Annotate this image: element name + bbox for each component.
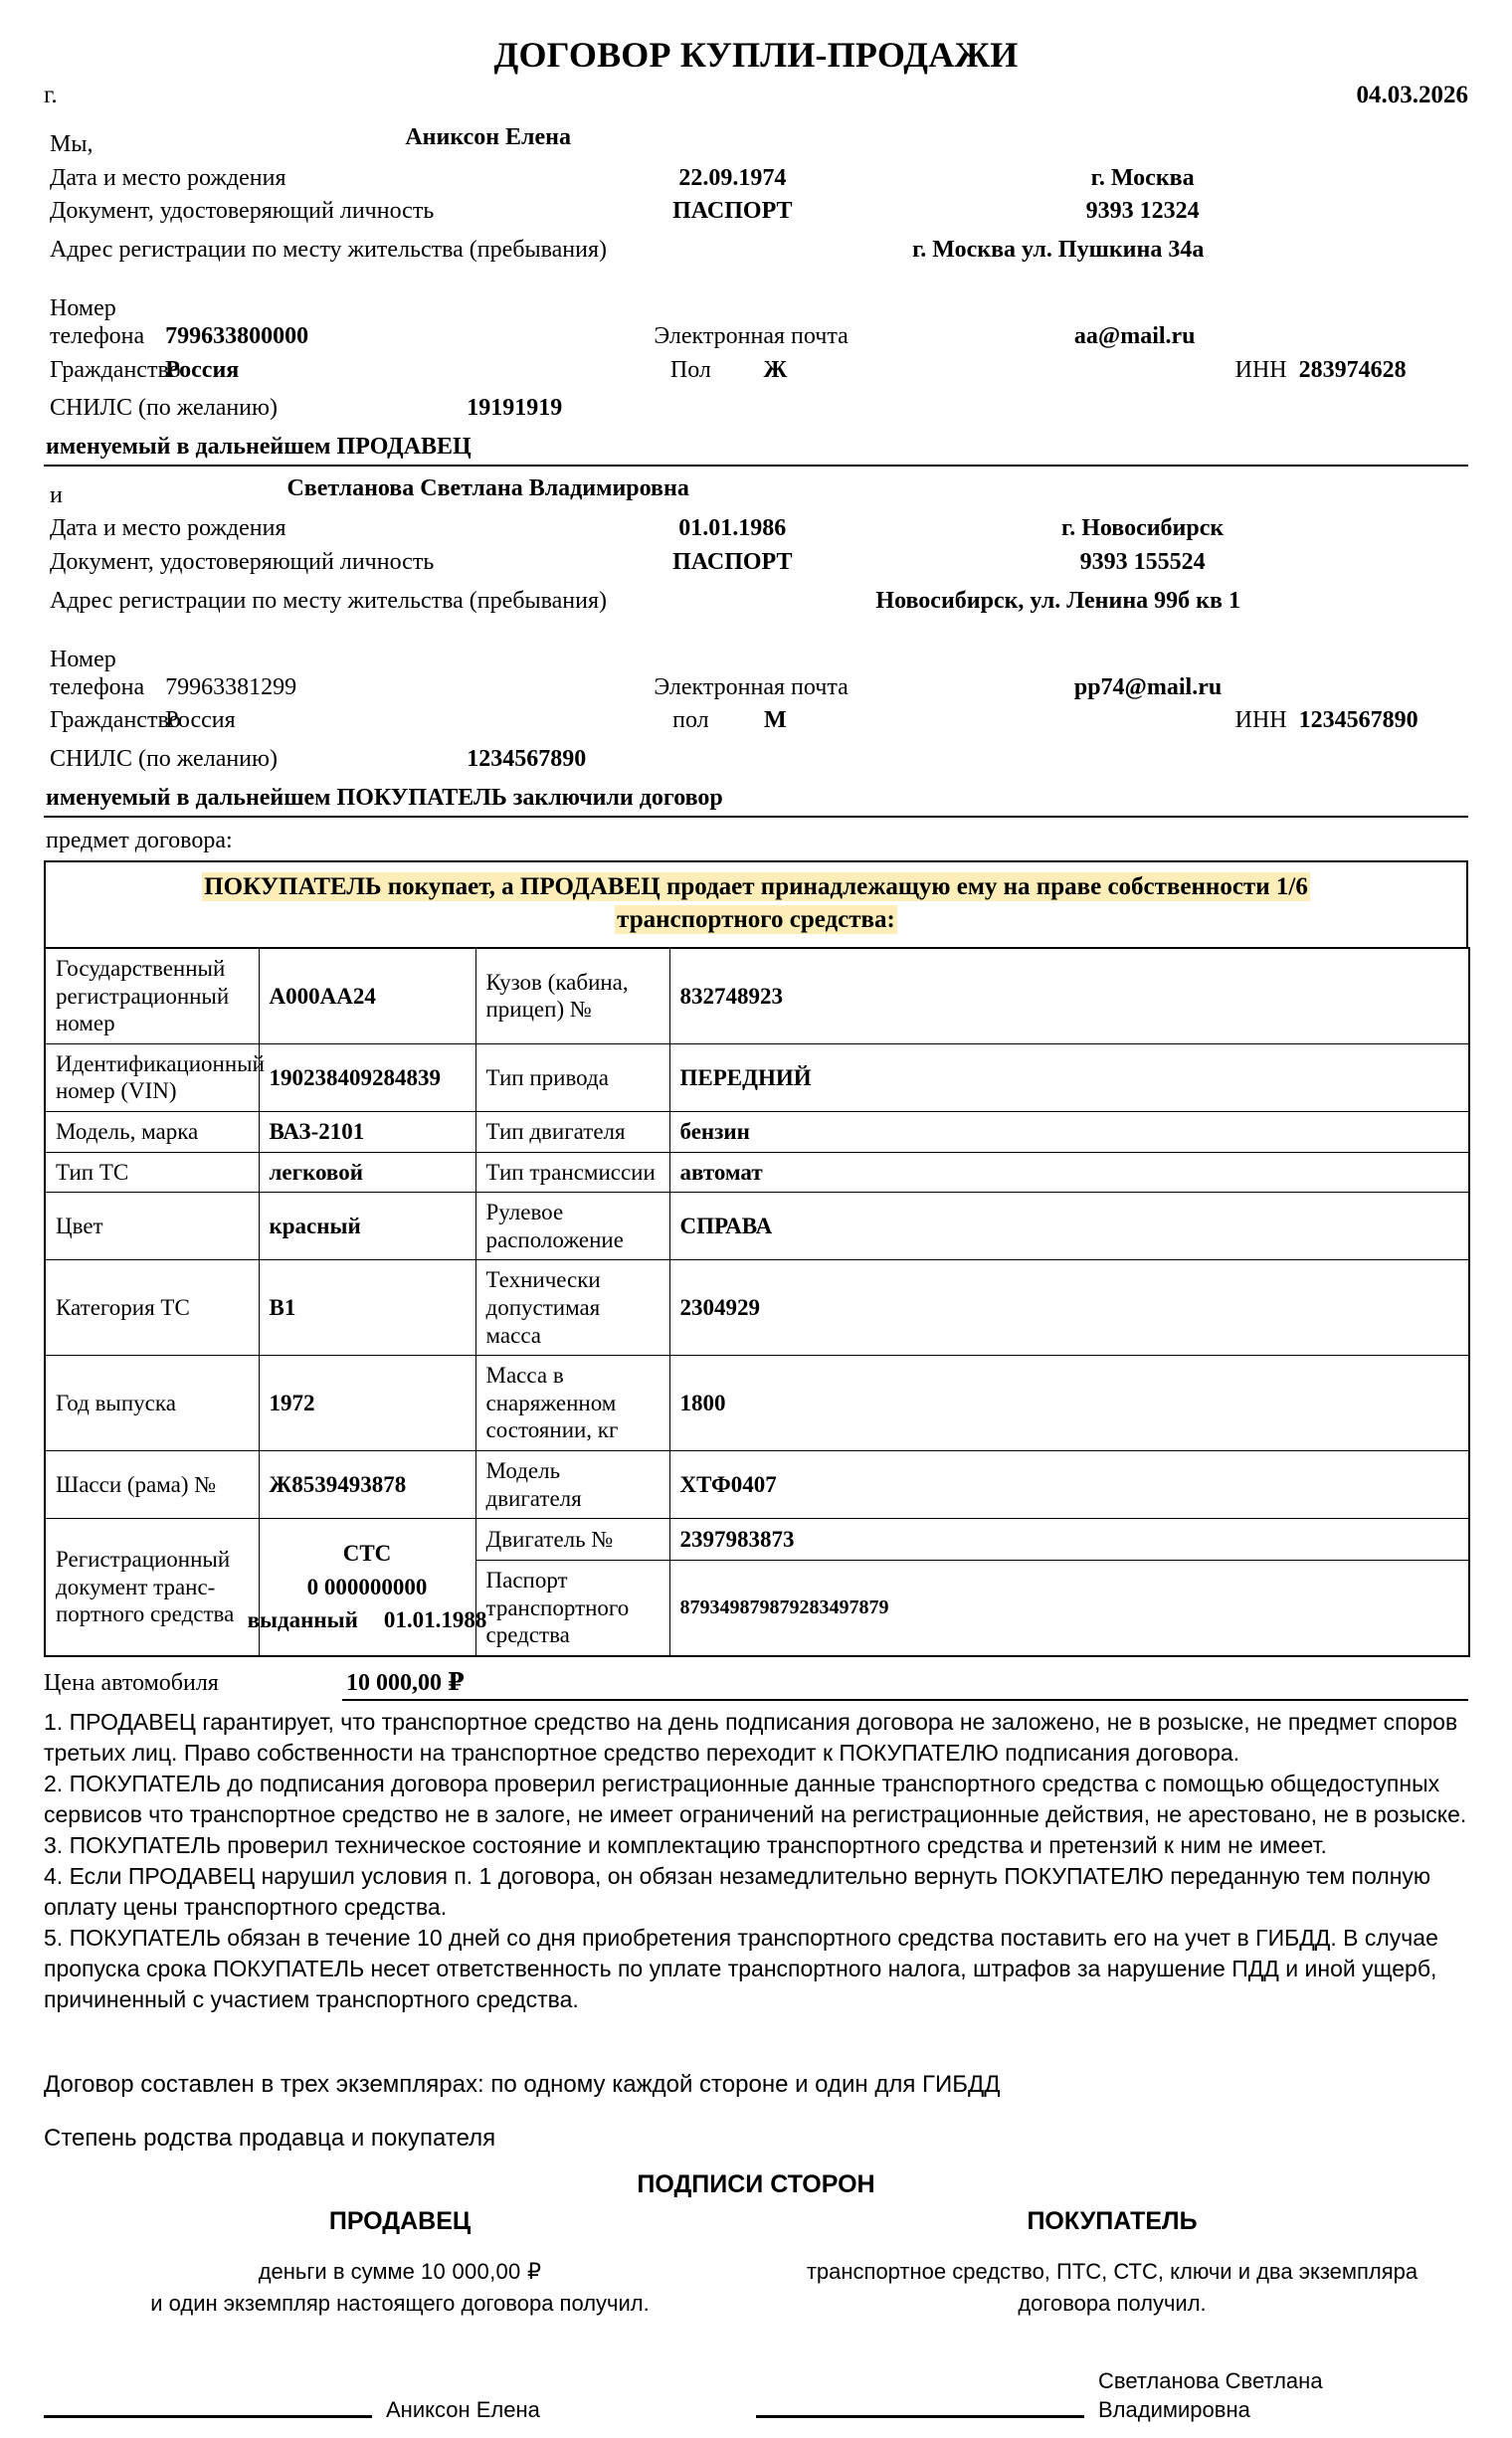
reg-doc-value (247, 1519, 487, 1656)
buyer-phone-value: 79963381299 (165, 673, 297, 700)
buyer-snils-row (44, 738, 1468, 777)
buyer-name-filler (817, 472, 1468, 513)
buyer-id-number: 9393 155524 (1079, 548, 1206, 575)
price-label: Цена автомобиля (44, 1669, 219, 1696)
seller-sign-cell (44, 2361, 756, 2422)
seller-inn-value: 283974628 (1298, 356, 1407, 383)
seller-citizenship-label: Гражданство (50, 356, 181, 383)
subject-line-1: ПОКУПАТЕЛЬ покупает, а ПРОДАВЕЦ продает принадлежащую ему на праве собственности 1/6 (204, 872, 1308, 900)
curb-mass-label: Масса в снаряженном состоянии, кг (475, 1356, 669, 1451)
buyer-id-label: Документ, удостоверяющий личность (50, 548, 435, 575)
buyer-email-value: pp74@mail.ru (1073, 673, 1223, 700)
seller-citizenship-value: Россия (165, 356, 240, 383)
buyer-snils-label: СНИЛС (по желанию) (50, 745, 278, 772)
buyer-birth-label: Дата и место рождения (50, 515, 286, 542)
steering-value: СПРАВА (669, 1193, 1469, 1260)
seller-signature-name: Аниксон Елена (386, 2396, 540, 2422)
buyer-name: Светланова Светлана Владимировна (286, 474, 689, 501)
seller-citizenship-row (44, 354, 1468, 388)
seller-email-label: Электронная почта (654, 322, 849, 349)
buyer-signature-block (756, 2207, 1468, 2320)
buyer-role-title: ПОКУПАТЕЛЬ (1027, 2207, 1198, 2236)
buyer-gender-value: М (763, 707, 787, 734)
city-label: г. (44, 82, 58, 108)
vehicle-table (44, 947, 1470, 1657)
model-value: ВАЗ-2101 (259, 1111, 475, 1152)
seller-snils-row (44, 387, 1468, 426)
seller-signature-block (44, 2207, 756, 2320)
buyer-snils-value: 1234567890 (467, 745, 587, 772)
table-row (45, 1111, 1469, 1152)
city-date-row (44, 82, 1468, 109)
table-row (45, 1519, 1469, 1561)
clause-1: 1. ПРОДАВЕЦ гарантирует, что транспортное средство на день подписания договора не заложено, не в розыске, не предмет споров третьих лиц. Право собственности на транспортное средство переходит к ПОКУПАТЕЛЮ подписания договора. (44, 1708, 1458, 1766)
year-label: Год выпуска (45, 1356, 259, 1451)
pts-value: 879349879879283497879 (669, 1561, 1469, 1656)
engine-no-value: 2397983873 (669, 1519, 1469, 1561)
buyer-address-row (44, 580, 1468, 619)
buyer-citizenship-row (44, 704, 1468, 738)
buyer-birth-place: г. Новосибирск (1061, 515, 1225, 542)
we-label: Мы, (50, 131, 94, 157)
reg-doc-issued-date: 01.01.1988 (383, 1607, 487, 1633)
vehicle-type-value: легковой (259, 1152, 475, 1193)
reg-doc-issued-label: выданный (247, 1607, 358, 1633)
category-label: Категория ТС (45, 1260, 259, 1356)
color-value: красный (259, 1193, 475, 1260)
subject-label: предмет договора: (46, 827, 233, 853)
seller-signature-line[interactable] (44, 2415, 372, 2418)
transmission-label: Тип трансмиссии (475, 1152, 669, 1193)
seller-birth-label: Дата и место рождения (50, 164, 286, 191)
subject-text (56, 870, 1456, 938)
seller-address-value: г. Москва ул. Пушкина 34а (912, 236, 1205, 263)
buyer-inn-value: 1234567890 (1298, 707, 1418, 734)
signature-columns (44, 2207, 1468, 2320)
steering-label: Рулевое расположение (475, 1193, 669, 1260)
seller-snils-value: 19191919 (467, 395, 563, 422)
vehicle-type-label: Тип ТС (45, 1152, 259, 1193)
buyer-citizenship-label: Гражданство (50, 707, 181, 734)
reg-doc-issued (247, 1603, 487, 1636)
subject-box (44, 860, 1468, 948)
year-value: 1972 (259, 1356, 475, 1451)
engine-type-value: бензин (669, 1111, 1469, 1152)
signatures-heading: ПОДПИСИ СТОРОН (637, 2170, 875, 2199)
buyer-address-label: Адрес регистрации по месту жительства (пребывания) (50, 587, 608, 614)
buyer-id-row (44, 546, 1468, 580)
color-label: Цвет (45, 1193, 259, 1260)
page-title: ДОГОВОР КУПЛИ-ПРОДАЖИ (493, 35, 1019, 75)
signature-lines (44, 2361, 1468, 2422)
subject-line-2: транспортного средства: (617, 906, 895, 934)
buyer-signature-line[interactable] (756, 2415, 1084, 2418)
clause-3: 3. ПОКУПАТЕЛЬ проверил техническое состояние и комплектацию транспортного средства и претензий к ним не имеет. (44, 1832, 1327, 1859)
engine-no-label: Двигатель № (475, 1519, 669, 1561)
body-no-value: 832748923 (669, 948, 1469, 1043)
pts-label: Паспорт транспортного средства (475, 1561, 669, 1656)
vin-label: Идентификационный номер (VIN) (45, 1043, 259, 1111)
seller-inn-label: ИНН (1234, 356, 1287, 383)
seller-name-filler (817, 121, 1468, 162)
table-row (45, 1450, 1469, 1518)
seller-role-title: ПРОДАВЕЦ (328, 2207, 472, 2236)
buyer-birth-row (44, 512, 1468, 546)
drive-type-value: ПЕРЕДНИЙ (669, 1043, 1469, 1111)
copies-note: Договор составлен в трех экземплярах: по одному каждой стороне и один для ГИБДД (44, 2071, 1001, 2099)
seller-id-row (44, 195, 1468, 229)
seller-name: Аниксон Елена (405, 124, 571, 150)
price-row (44, 1667, 1468, 1701)
max-mass-label: Технически допустимая масса (475, 1260, 669, 1356)
seller-table (44, 121, 1468, 426)
table-row (45, 1260, 1469, 1356)
seller-id-number: 9393 12324 (1085, 198, 1200, 225)
table-row (45, 1193, 1469, 1260)
model-label: Модель, марка (45, 1111, 259, 1152)
reg-doc-number: 0 000000000 (306, 1574, 428, 1599)
body-no-label: Кузов (кабина, прицеп) № (475, 948, 669, 1043)
buyer-phone-label: Номер телефона (50, 647, 145, 700)
seller-gender-label: Пол (669, 356, 711, 383)
contract-date: 04.03.2026 (1356, 82, 1468, 108)
chassis-value: Ж8539493878 (259, 1450, 475, 1518)
buyer-gender-label: пол (672, 707, 709, 734)
seller-birth-row (44, 162, 1468, 196)
category-value: В1 (259, 1260, 475, 1356)
seller-receipt-text (44, 2256, 756, 2320)
clause-2: 2. ПОКУПАТЕЛЬ до подписания договора проверил регистрационные данные транспортного средства с помощью общедоступных сервисов что транспортное средство не в залоге, не имеет ограничений на регистрационные действия, не арестовано, не в розыске. (44, 1770, 1467, 1828)
buyer-receipt-text (756, 2256, 1468, 2320)
max-mass-value: 2304929 (669, 1260, 1469, 1356)
buyer-receipt-line2: договора получил. (1018, 2291, 1207, 2317)
seller-phone-row (44, 292, 1468, 353)
table-row (45, 948, 1469, 1043)
seller-address-label: Адрес регистрации по месту жительства (пребывания) (50, 236, 608, 263)
buyer-name-row (44, 472, 1468, 513)
seller-phone-label: Номер телефона (50, 295, 145, 349)
table-row (45, 1152, 1469, 1193)
vin-value: 190238409284839 (259, 1043, 475, 1111)
seller-money-label: деньги в сумме (258, 2259, 415, 2285)
seller-id-type: ПАСПОРТ (672, 198, 793, 225)
seller-receipt-line2: и один экземпляр настоящего договора получил. (150, 2291, 650, 2317)
buyer-id-type: ПАСПОРТ (672, 548, 793, 575)
engine-model-value: ХТФ0407 (669, 1450, 1469, 1518)
buyer-address-value: Новосибирск, ул. Ленина 99б кв 1 (875, 587, 1240, 614)
seller-phone-value: 799633800000 (165, 322, 309, 349)
seller-birth-date: 22.09.1974 (678, 164, 787, 191)
curb-mass-value: 1800 (669, 1356, 1469, 1451)
price-value: 10 000,00 ₽ (342, 1667, 1468, 1701)
clause-5: 5. ПОКУПАТЕЛЬ обязан в течение 10 дней со дня приобретения транспортного средства поставить его на учет в ГИБДД. В случае пропуска срока ПОКУПАТЕЛЬ несет ответственность по уплате транспортного налога, штрафов за нарушение ПДД и иной ущерб, причиненный с участием транспортного средства. (44, 1925, 1438, 2013)
and-label: и (50, 481, 63, 508)
seller-name-row (44, 121, 1468, 162)
buyer-signature-name: Светланова Светлана Владимировна (1098, 2368, 1323, 2422)
buyer-receipt-line1: транспортное средство, ПТС, СТС, ключи и два экземпляра (806, 2259, 1418, 2285)
table-row (45, 1043, 1469, 1111)
grn-value: А000АА24 (259, 948, 475, 1043)
buyer-citizenship-value: Россия (165, 707, 236, 734)
seller-gender-value: Ж (763, 356, 788, 383)
buyer-phone-row (44, 644, 1468, 704)
chassis-label: Шасси (рама) № (45, 1450, 259, 1518)
buyer-birth-date: 01.01.1986 (678, 515, 787, 542)
seller-role-note: именуемый в дальнейшем ПРОДАВЕЦ (44, 426, 1468, 467)
closing-notes (44, 2071, 1468, 2153)
reg-doc-type: СТС (342, 1541, 392, 1567)
engine-type-label: Тип двигателя (475, 1111, 669, 1152)
buyer-address-spacer (44, 618, 1468, 644)
seller-address-row (44, 229, 1468, 268)
seller-address-spacer (44, 267, 1468, 292)
buyer-email-label: Электронная почта (654, 673, 849, 700)
seller-money-amount: 10 000,00 ₽ (420, 2259, 542, 2285)
buyer-inn-label: ИНН (1234, 707, 1287, 734)
engine-model-label: Модель двигателя (475, 1450, 669, 1518)
clauses-list (44, 1707, 1468, 2015)
relation-note: Степень родства продавца и покупателя (44, 2125, 496, 2153)
seller-snils-label: СНИЛС (по желанию) (50, 395, 278, 422)
transmission-value: автомат (669, 1152, 1469, 1193)
clause-4: 4. Если ПРОДАВЕЦ нарушил условия п. 1 договора, он обязан незамедлительно вернуть ПОКУПАТЕЛЮ переданную тем полную оплату цены транспортного средства. (44, 1863, 1431, 1921)
table-row (45, 1356, 1469, 1451)
seller-email-value: aa@mail.ru (1073, 322, 1196, 349)
buyer-role-note: именуемый в дальнейшем ПОКУПАТЕЛЬ заключили договор (44, 777, 1468, 818)
seller-id-label: Документ, удостоверяющий личность (50, 198, 435, 225)
drive-type-label: Тип привода (475, 1043, 669, 1111)
grn-label: Государственный регистрационный номер (45, 948, 259, 1043)
buyer-table (44, 472, 1468, 777)
seller-birth-place: г. Москва (1090, 164, 1195, 191)
buyer-sign-cell (756, 2361, 1468, 2422)
reg-doc-label: Регистрационный документ транс- портного средства (45, 1519, 259, 1656)
